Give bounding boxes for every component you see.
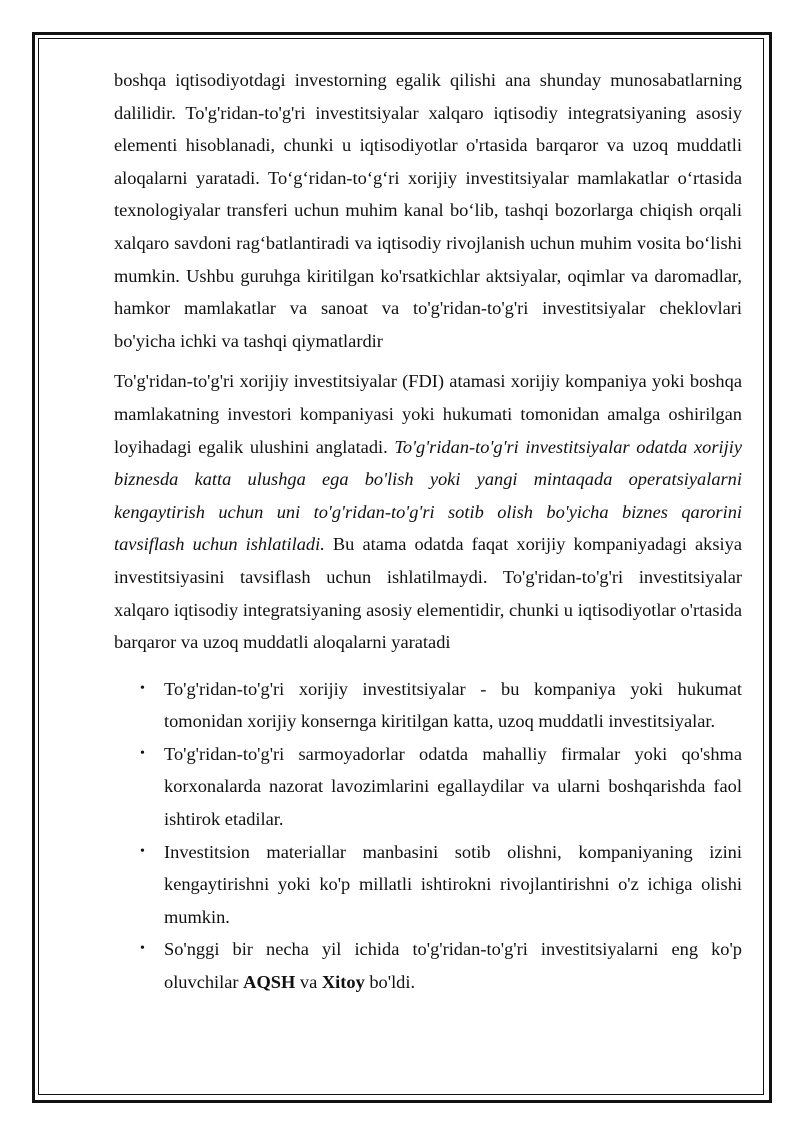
list-item xyxy=(114,836,742,934)
bullet-icon: • xyxy=(140,680,145,696)
paragraph-fdi-integration: boshqa iqtisodiyotdagi investorning egalik qilishi ana shunday munosabatlarning dalilidir. To'g'ridan-to'g'ri investitsiyalar xalqaro iqtisodiy integratsiyaning asosiy elementi hisoblanadi, chunki u iqtisodiyotlar o'rtasida barqaror va uzoq muddatli aloqalarni yaratadi. To‘g‘ridan-to‘g‘ri xorijiy investitsiyalar mamlakatlar o‘rtasida texnologiyalar transferi uchun muhim kanal bo‘lib, tashqi bozorlarga chiqish orqali xalqaro savdoni rag‘batlantiradi va iqtisodiy rivojlanish uchun muhim vosita bo‘lishi mumkin. Ushbu guruhga kiritilgan ko'rsatkichlar aktsiyalar, oqimlar va daromadlar, hamkor mamlakatlar va sanoat va to'g'ridan-to'g'ri investitsiyalar cheklovlari bo'yicha ichki va tashqi qiymatlardir xyxy=(114,70,742,351)
italic-text: To'g'ridan-to'g'ri investitsiyalar odatda xorijiy biznesda katta ulushga ega bo'lish yoki yangi mintaqada operatsiyalarni kengaytirish uchun uni to'g'ridan-to'g'ri sotib olish bo'yicha biznes qarorini tavsiflash uchun ishlatiladi. xyxy=(114,436,742,555)
list-item-text-part: bo'ldi. xyxy=(364,972,416,993)
list-item-text-part: So'nggi bir necha yil ichida to'g'ridan-to'g'ri investitsiyalarni eng ko'p oluvchilar xyxy=(164,939,742,993)
document-body xyxy=(114,64,742,999)
paragraph-fdi-definition xyxy=(114,365,742,658)
bullet-icon: • xyxy=(140,941,145,957)
bullet-icon: • xyxy=(140,745,145,761)
list-item-text: To'g'ridan-to'g'ri sarmoyadorlar odatda mahalliy firmalar yoki qo'shma korxonalarda nazorat lavozimlarini egallaydilar va ularni boshqarishda faol ishtirok etadilar. xyxy=(164,743,742,830)
list-item-text-part: va xyxy=(295,972,322,993)
list-item xyxy=(114,933,742,998)
bullet-icon: • xyxy=(140,843,145,859)
list-item xyxy=(114,738,742,836)
list-item xyxy=(114,673,742,738)
paragraph-text: To'g'ridan-to'g'ri xorijiy investitsiyalar (FDI) atamasi xorijiy kompaniya yoki boshqa mamlakatning investori kompaniyasi yoki hukumati tomonidan amalga oshirilgan loyihadagi egalik ulushini anglatadi. xyxy=(114,371,742,457)
list-item-text: To'g'ridan-to'g'ri xorijiy investitsiyalar - bu kompaniya yoki hukumat tomonidan xorijiy konsernga kiritilgan katta, uzoq muddatli investitsiyalar. xyxy=(164,678,742,732)
list-item-text: Investitsion materiallar manbasini sotib olishni, kompaniyaning izini kengaytirishni yoki ko'p millatli ishtirokni rivojlantirishni o'z ichiga olishi mumkin. xyxy=(164,841,742,927)
paragraph-text: Bu atama odatda faqat xorijiy kompaniyadagi aksiya investitsiyasini tavsiflash uchun ishlatilmaydi. To'g'ridan-to'g'ri investitsiyalar xalqaro iqtisodiy integratsiyaning asosiy elementidir, chunki u iqtisodiyotlar o'rtasida barqaror va uzoq muddatli aloqalarni yaratadi xyxy=(114,534,742,653)
country-china: Xitoy xyxy=(321,972,365,993)
bullet-list xyxy=(114,673,742,999)
country-usa: AQSH xyxy=(243,972,296,993)
list-item-text xyxy=(164,939,742,992)
